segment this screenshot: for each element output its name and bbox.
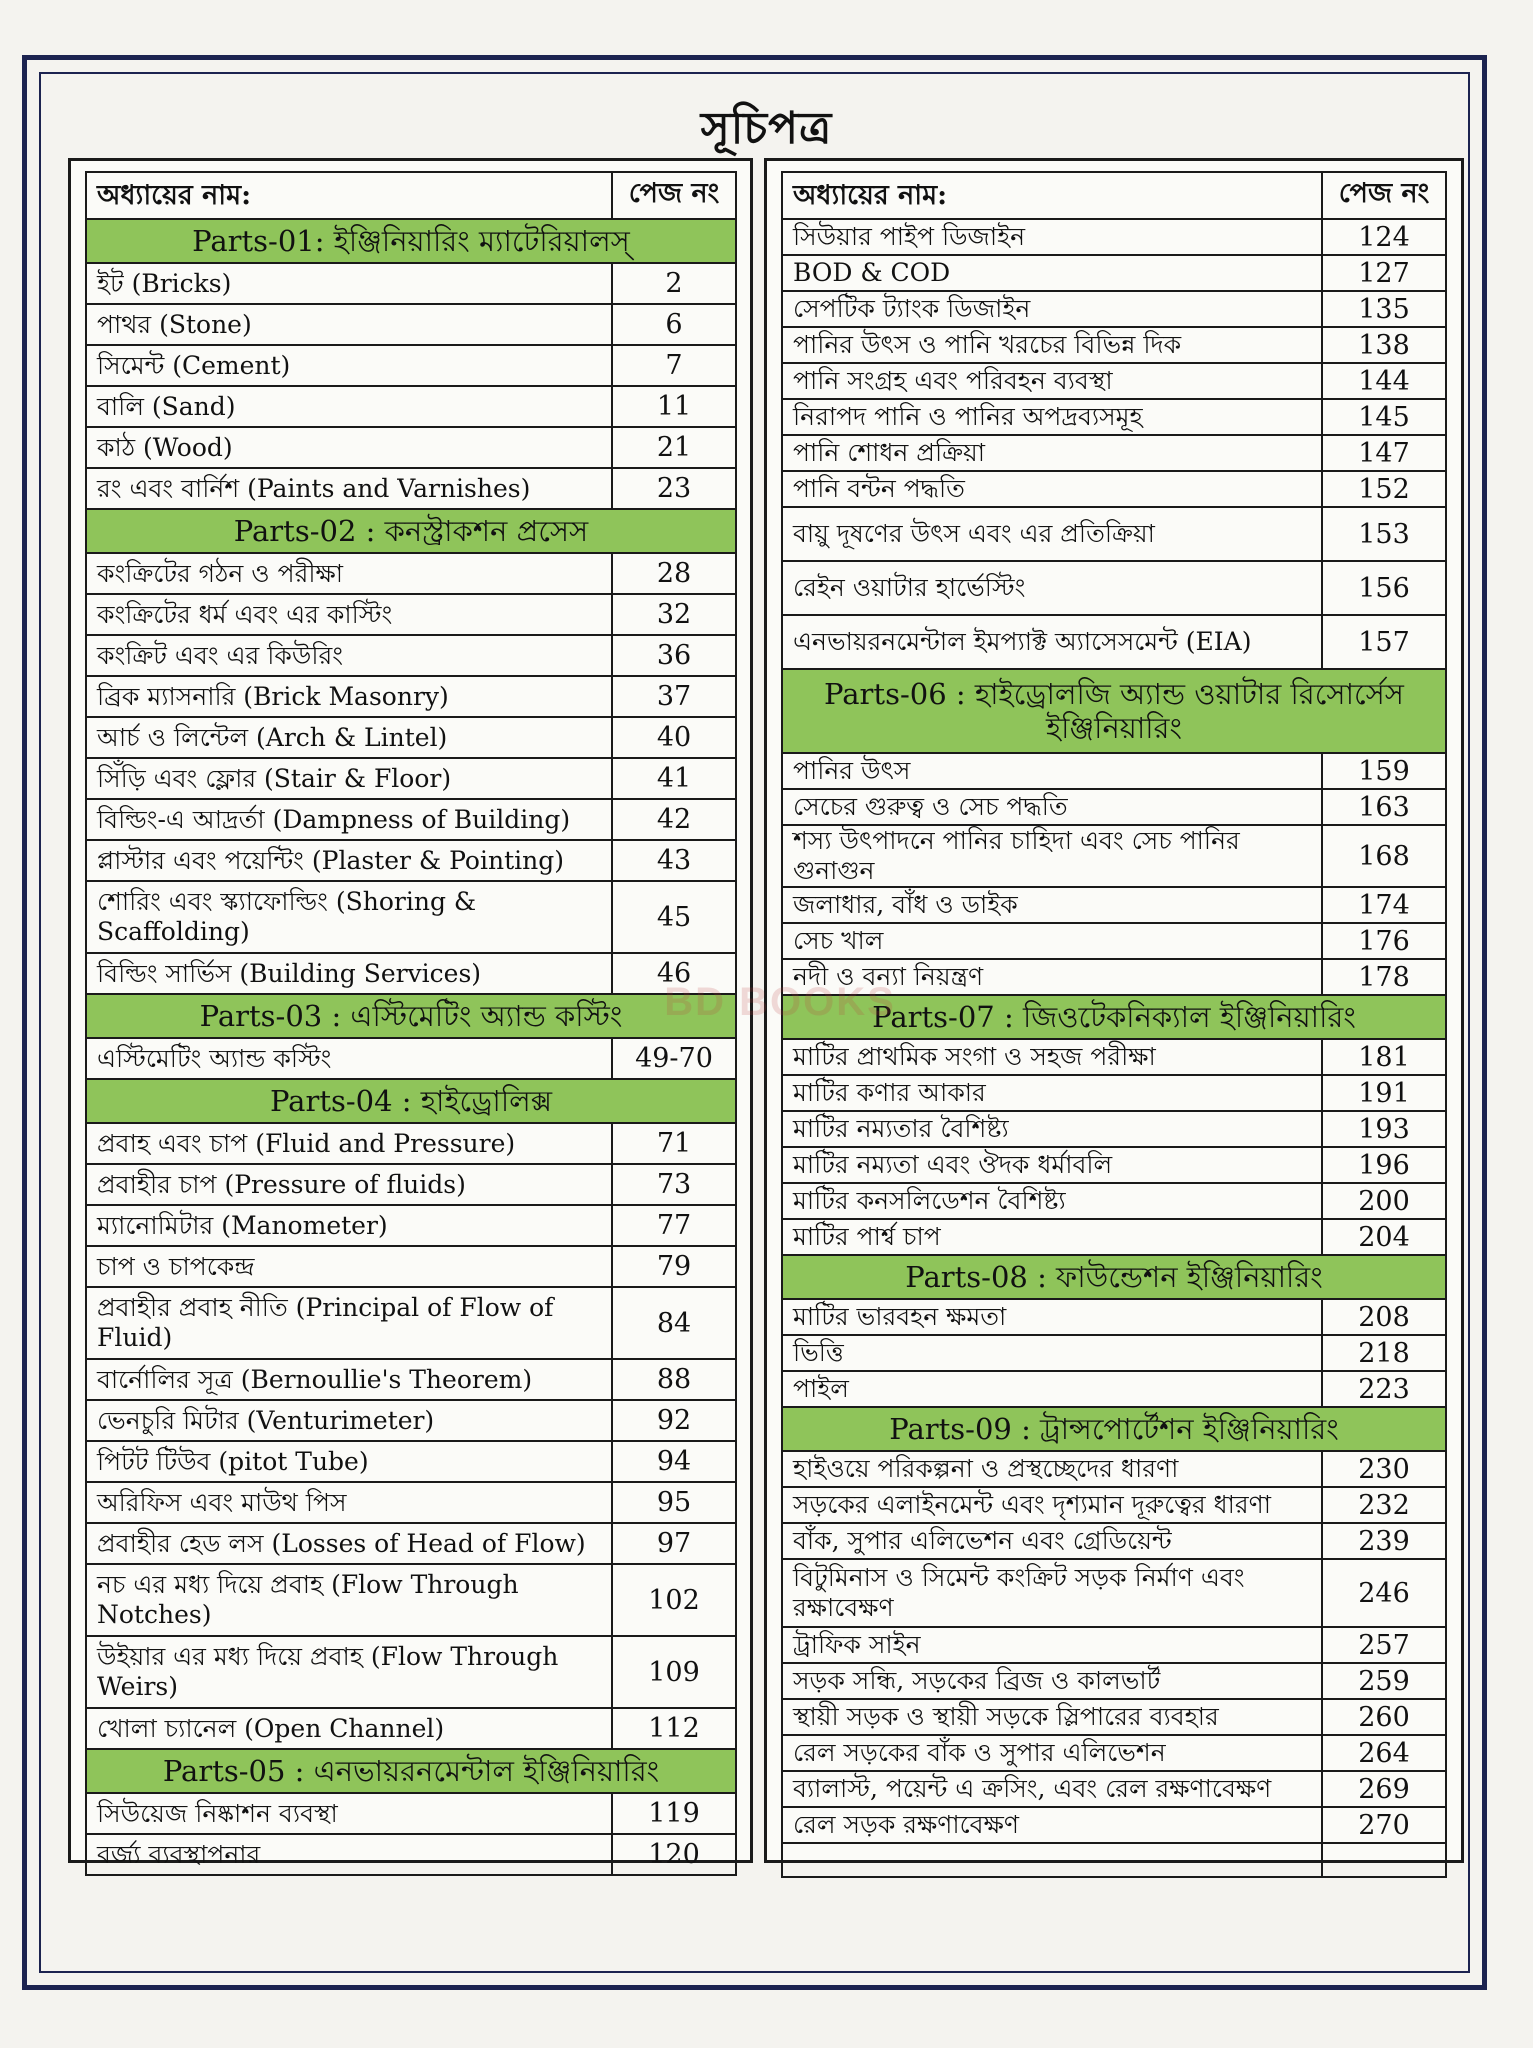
page-number: 71 (612, 1123, 736, 1164)
page-number: 152 (1322, 471, 1446, 507)
toc-header-row (86, 172, 736, 219)
page-number: 112 (612, 1708, 736, 1749)
toc-entry-row (782, 1771, 1446, 1807)
chapter-name: উইয়ার এর মধ্য দিয়ে প্রবাহ (Flow Through Weirs) (86, 1636, 612, 1708)
toc-entry-row (782, 327, 1446, 363)
page-number: 45 (612, 881, 736, 953)
part-heading: Parts-02 : কনস্ট্রাকশন প্রসেস (86, 509, 736, 553)
chapter-name: পানির উৎস (782, 753, 1322, 789)
chapter-name: এস্টিমেটিং অ্যান্ড কস্টিং (86, 1038, 612, 1079)
toc-entry-row (86, 717, 736, 758)
chapter-name: সড়ক সন্ধি, সড়কের ব্রিজ ও কালভার্ট (782, 1663, 1322, 1699)
toc-entry-row (782, 1039, 1446, 1075)
page-number: 147 (1322, 435, 1446, 471)
toc-entry-row (86, 1359, 736, 1400)
page-number: 239 (1322, 1523, 1446, 1559)
chapter-name: জলাধার, বাঁধ ও ডাইক (782, 887, 1322, 923)
page-number: 120 (612, 1834, 736, 1875)
page-number: 40 (612, 717, 736, 758)
page-number: 42 (612, 799, 736, 840)
chapter-name (782, 1843, 1322, 1877)
toc-entry-row (86, 1123, 736, 1164)
page-number: 208 (1322, 1299, 1446, 1335)
toc-entry-row (782, 561, 1446, 615)
page-number: 178 (1322, 959, 1446, 995)
chapter-name: মাটির ভারবহন ক্ষমতা (782, 1299, 1322, 1335)
toc-entry-row (782, 471, 1446, 507)
page-number: 269 (1322, 1771, 1446, 1807)
page-number: 41 (612, 758, 736, 799)
toc-entry-row (782, 1663, 1446, 1699)
chapter-name: সেচ খাল (782, 923, 1322, 959)
chapter-name: সিউয়েজ নিষ্কাশন ব্যবস্থা (86, 1793, 612, 1834)
chapter-name: চাপ ও চাপকেন্দ্র (86, 1246, 612, 1287)
toc-entry-row (782, 615, 1446, 669)
page-number: 138 (1322, 327, 1446, 363)
chapter-name: সিউয়ার পাইপ ডিজাইন (782, 219, 1322, 255)
page-number: 49-70 (612, 1038, 736, 1079)
page-number: 21 (612, 427, 736, 468)
toc-entry-row (86, 1564, 736, 1636)
toc-entry-row (782, 1183, 1446, 1219)
toc-entry-row (782, 825, 1446, 887)
toc-entry-row (782, 1735, 1446, 1771)
page-number: 135 (1322, 291, 1446, 327)
header-chapter-name: অধ্যায়ের নাম: (86, 172, 612, 219)
page-number: 174 (1322, 887, 1446, 923)
toc-entry-row (782, 1451, 1446, 1487)
toc-entry-row (782, 1627, 1446, 1663)
chapter-name: রেল সড়ক রক্ষণাবেক্ষণ (782, 1807, 1322, 1843)
page-number: 2 (612, 263, 736, 304)
toc-entry-row (86, 953, 736, 994)
chapter-name: ইট (Bricks) (86, 263, 612, 304)
page-number: 200 (1322, 1183, 1446, 1219)
chapter-name: বায়ু দূষণের উৎস এবং এর প্রতিক্রিয়া (782, 507, 1322, 561)
toc-entry-row (86, 881, 736, 953)
toc-entry-row (86, 1205, 736, 1246)
chapter-name: পানি শোধন প্রক্রিয়া (782, 435, 1322, 471)
chapter-name: পানি সংগ্রহ এবং পরিবহন ব্যবস্থা (782, 363, 1322, 399)
page-number: 73 (612, 1164, 736, 1205)
toc-entry-row (86, 1246, 736, 1287)
page-number: 32 (612, 594, 736, 635)
toc-header-row (782, 172, 1446, 219)
chapter-name: আর্চ ও লিন্টেল (Arch & Lintel) (86, 717, 612, 758)
part-heading-row (782, 669, 1446, 753)
chapter-name: ভিত্তি (782, 1335, 1322, 1371)
toc-entry-row (782, 887, 1446, 923)
chapter-name: ব্রিক ম্যাসনারি (Brick Masonry) (86, 676, 612, 717)
chapter-name: BOD & COD (782, 255, 1322, 291)
toc-entry-row (782, 507, 1446, 561)
page-number: 43 (612, 840, 736, 881)
chapter-name: বাঁক, সুপার এলিভেশন এবং গ্রেডিয়েন্ট (782, 1523, 1322, 1559)
chapter-name: শস্য উৎপাদনে পানির চাহিদা এবং সেচ পানির গুনাগুন (782, 825, 1322, 887)
chapter-name: বিল্ডিং-এ আদ্রর্তা (Dampness of Building) (86, 799, 612, 840)
toc-entry-row (782, 1523, 1446, 1559)
chapter-name: অরিফিস এবং মাউথ পিস (86, 1482, 612, 1523)
page-number: 124 (1322, 219, 1446, 255)
toc-entry-row (782, 219, 1446, 255)
page-number: 94 (612, 1441, 736, 1482)
toc-entry-row (86, 263, 736, 304)
toc-entry-row (782, 255, 1446, 291)
chapter-name: বালি (Sand) (86, 386, 612, 427)
toc-entry-row (782, 1299, 1446, 1335)
chapter-name: সিমেন্ট (Cement) (86, 345, 612, 386)
chapter-name: মাটির নম্যতার বৈশিষ্ট্য (782, 1111, 1322, 1147)
page-number: 84 (612, 1287, 736, 1359)
chapter-name: শোরিং এবং স্ক্যাফোল্ডিং (Shoring & Scaffolding) (86, 881, 612, 953)
chapter-name: স্থায়ী সড়ক ও স্থায়ী সড়কে স্লিপারের ব্যবহার (782, 1699, 1322, 1735)
toc-entry-row (782, 1699, 1446, 1735)
page-number: 218 (1322, 1335, 1446, 1371)
toc-entry-row (86, 1523, 736, 1564)
chapter-name: বর্জ্য ব্যবস্থাপনার (86, 1834, 612, 1875)
toc-entry-row (782, 363, 1446, 399)
toc-entry-row (86, 840, 736, 881)
toc-entry-row (782, 1559, 1446, 1627)
toc-entry-row (782, 1111, 1446, 1147)
chapter-name: সেপটিক ট্যাংক ডিজাইন (782, 291, 1322, 327)
chapter-name: প্রবাহীর চাপ (Pressure of fluids) (86, 1164, 612, 1205)
toc-entry-row (782, 1075, 1446, 1111)
chapter-name: মাটির প্রাথমিক সংগা ও সহজ পরীক্ষা (782, 1039, 1322, 1075)
part-heading-row (782, 1407, 1446, 1451)
page-number: 95 (612, 1482, 736, 1523)
toc-right-column (764, 158, 1464, 1863)
page-number: 97 (612, 1523, 736, 1564)
page-number: 156 (1322, 561, 1446, 615)
chapter-name: ম্যানোমিটার (Manometer) (86, 1205, 612, 1246)
chapter-name: রেল সড়কের বাঁক ও সুপার এলিভেশন (782, 1735, 1322, 1771)
chapter-name: মাটির নম্যতা এবং ঔদক ধর্মাবলি (782, 1147, 1322, 1183)
toc-left-column (68, 158, 753, 1870)
page-number: 92 (612, 1400, 736, 1441)
page-number: 7 (612, 345, 736, 386)
chapter-name: ভেনচুরি মিটার (Venturimeter) (86, 1400, 612, 1441)
chapter-name: প্রবাহ এবং চাপ (Fluid and Pressure) (86, 1123, 612, 1164)
chapter-name: সিঁড়ি এবং ফ্লোর (Stair & Floor) (86, 758, 612, 799)
toc-entry-row (782, 1487, 1446, 1523)
chapter-name: প্রবাহীর প্রবাহ নীতি (Principal of Flow of Fluid) (86, 1287, 612, 1359)
toc-entry-row (782, 399, 1446, 435)
part-heading: Parts-01: ইঞ্জিনিয়ারিং ম্যাটেরিয়ালস্ (86, 219, 736, 263)
page-number: 193 (1322, 1111, 1446, 1147)
toc-entry-row (782, 1147, 1446, 1183)
toc-entry-row (86, 635, 736, 676)
chapter-name: প্লাস্টার এবং পয়েন্টিং (Plaster & Pointing) (86, 840, 612, 881)
toc-entry-row (782, 923, 1446, 959)
page-number: 36 (612, 635, 736, 676)
page-number (1322, 1843, 1446, 1877)
toc-entry-row (782, 291, 1446, 327)
chapter-name: নদী ও বন্যা নিয়ন্ত্রণ (782, 959, 1322, 995)
page-number: 77 (612, 1205, 736, 1246)
page-number: 37 (612, 676, 736, 717)
page-number: 204 (1322, 1219, 1446, 1255)
chapter-name: কাঠ (Wood) (86, 427, 612, 468)
toc-entry-row (86, 553, 736, 594)
page-number: 257 (1322, 1627, 1446, 1663)
toc-left-table (85, 171, 737, 1876)
toc-entry-row (782, 753, 1446, 789)
part-heading-row (86, 509, 736, 553)
page-number: 145 (1322, 399, 1446, 435)
page-number: 79 (612, 1246, 736, 1287)
toc-entry-row (86, 386, 736, 427)
page-number: 230 (1322, 1451, 1446, 1487)
page-number: 28 (612, 553, 736, 594)
chapter-name: নিরাপদ পানি ও পানির অপদ্রব্যসমূহ (782, 399, 1322, 435)
toc-entry-row (782, 1807, 1446, 1843)
chapter-name: কংক্রিট এবং এর কিউরিং (86, 635, 612, 676)
chapter-name: রেইন ওয়াটার হার্ভেস্টিং (782, 561, 1322, 615)
chapter-name: প্রবাহীর হেড লস (Losses of Head of Flow) (86, 1523, 612, 1564)
toc-entry-row (86, 1793, 736, 1834)
chapter-name: নচ এর মধ্য দিয়ে প্রবাহ (Flow Through Notches) (86, 1564, 612, 1636)
part-heading-row (782, 995, 1446, 1039)
page-number: 191 (1322, 1075, 1446, 1111)
chapter-name: কংক্রিটের ধর্ম এবং এর কাস্টিং (86, 594, 612, 635)
page-number: 259 (1322, 1663, 1446, 1699)
part-heading-row (86, 994, 736, 1038)
page-number: 88 (612, 1359, 736, 1400)
page-number: 232 (1322, 1487, 1446, 1523)
part-heading-row (86, 219, 736, 263)
toc-entry-row (86, 1441, 736, 1482)
toc-entry-row (86, 1400, 736, 1441)
part-heading: Parts-08 : ফাউন্ডেশন ইঞ্জিনিয়ারিং (782, 1255, 1446, 1299)
toc-entry-row (782, 435, 1446, 471)
header-chapter-name: অধ্যায়ের নাম: (782, 172, 1322, 219)
chapter-name: মাটির পার্শ্ব চাপ (782, 1219, 1322, 1255)
page-number: 144 (1322, 363, 1446, 399)
page-number: 264 (1322, 1735, 1446, 1771)
page-number: 246 (1322, 1559, 1446, 1627)
toc-entry-row (86, 1482, 736, 1523)
page-number: 153 (1322, 507, 1446, 561)
chapter-name: বার্নোলির সূত্র (Bernoullie's Theorem) (86, 1359, 612, 1400)
toc-entry-row (782, 1843, 1446, 1877)
page-number: 181 (1322, 1039, 1446, 1075)
page-number: 119 (612, 1793, 736, 1834)
chapter-name: ট্রাফিক সাইন (782, 1627, 1322, 1663)
toc-entry-row (86, 1708, 736, 1749)
toc-entry-row (782, 959, 1446, 995)
toc-entry-row (86, 345, 736, 386)
toc-entry-row (782, 1335, 1446, 1371)
page-number: 168 (1322, 825, 1446, 887)
toc-entry-row (86, 1636, 736, 1708)
chapter-name: রং এবং বার্নিশ (Paints and Varnishes) (86, 468, 612, 509)
chapter-name: হাইওয়ে পরিকল্পনা ও প্রস্থচ্ছেদের ধারণা (782, 1451, 1322, 1487)
chapter-name: খোলা চ্যানেল (Open Channel) (86, 1708, 612, 1749)
part-heading: Parts-06 : হাইড্রোলজি অ্যান্ড ওয়াটার রিসোর্সেস ইঞ্জিনিয়ারিং (782, 669, 1446, 753)
part-heading: Parts-04 : হাইড্রোলিক্স (86, 1079, 736, 1123)
page-number: 159 (1322, 753, 1446, 789)
chapter-name: পানি বন্টন পদ্ধতি (782, 471, 1322, 507)
toc-entry-row (86, 1834, 736, 1875)
toc-entry-row (86, 758, 736, 799)
chapter-name: এনভায়রনমেন্টাল ইমপ্যাক্ট অ্যাসেসমেন্ট (EIA) (782, 615, 1322, 669)
toc-entry-row (86, 1038, 736, 1079)
chapter-name: মাটির কনসলিডেশন বৈশিষ্ট্য (782, 1183, 1322, 1219)
toc-entry-row (86, 468, 736, 509)
toc-entry-row (86, 1287, 736, 1359)
page-number: 176 (1322, 923, 1446, 959)
page-number: 46 (612, 953, 736, 994)
part-heading-row (782, 1255, 1446, 1299)
toc-entry-row (86, 427, 736, 468)
page-number: 163 (1322, 789, 1446, 825)
part-heading: Parts-09 : ট্রান্সপোর্টেশন ইঞ্জিনিয়ারিং (782, 1407, 1446, 1451)
part-heading: Parts-03 : এস্টিমেটিং অ্যান্ড কস্টিং (86, 994, 736, 1038)
toc-entry-row (86, 594, 736, 635)
chapter-name: সেচের গুরুত্ব ও সেচ পদ্ধতি (782, 789, 1322, 825)
header-page-no: পেজ নং (612, 172, 736, 219)
page-number: 196 (1322, 1147, 1446, 1183)
page-number: 157 (1322, 615, 1446, 669)
header-page-no: পেজ নং (1322, 172, 1446, 219)
page-number: 270 (1322, 1807, 1446, 1843)
toc-entry-row (782, 789, 1446, 825)
part-heading-row (86, 1079, 736, 1123)
chapter-name: পানির উৎস ও পানি খরচের বিভিন্ন দিক (782, 327, 1322, 363)
chapter-name: বিটুমিনাস ও সিমেন্ট কংক্রিট সড়ক নির্মাণ এবং রক্ষাবেক্ষণ (782, 1559, 1322, 1627)
page-number: 223 (1322, 1371, 1446, 1407)
toc-entry-row (782, 1219, 1446, 1255)
chapter-name: মাটির কণার আকার (782, 1075, 1322, 1111)
toc-entry-row (86, 1164, 736, 1205)
page-number: 6 (612, 304, 736, 345)
part-heading-row (86, 1749, 736, 1793)
chapter-name: সড়কের এলাইনমেন্ট এবং দৃশ্যমান দূরুত্বের ধারণা (782, 1487, 1322, 1523)
chapter-name: বিল্ডিং সার্ভিস (Building Services) (86, 953, 612, 994)
page-number: 23 (612, 468, 736, 509)
part-heading: Parts-07 : জিওটেকনিক্যাল ইঞ্জিনিয়ারিং (782, 995, 1446, 1039)
chapter-name: পাইল (782, 1371, 1322, 1407)
page-number: 11 (612, 386, 736, 427)
page-number: 102 (612, 1564, 736, 1636)
page-number: 109 (612, 1636, 736, 1708)
chapter-name: ব্যালাস্ট, পয়েন্ট এ ক্রসিং, এবং রেল রক্ষণাবেক্ষণ (782, 1771, 1322, 1807)
chapter-name: পিটট টিউব (pitot Tube) (86, 1441, 612, 1482)
toc-entry-row (86, 676, 736, 717)
chapter-name: কংক্রিটের গঠন ও পরীক্ষা (86, 553, 612, 594)
page-title: সূচিপত্র (700, 103, 833, 154)
toc-entry-row (782, 1371, 1446, 1407)
toc-entry-row (86, 799, 736, 840)
toc-right-table (781, 171, 1447, 1878)
page-number: 127 (1322, 255, 1446, 291)
page-number: 260 (1322, 1699, 1446, 1735)
part-heading: Parts-05 : এনভায়রনমেন্টাল ইঞ্জিনিয়ারিং (86, 1749, 736, 1793)
chapter-name: পাথর (Stone) (86, 304, 612, 345)
toc-entry-row (86, 304, 736, 345)
